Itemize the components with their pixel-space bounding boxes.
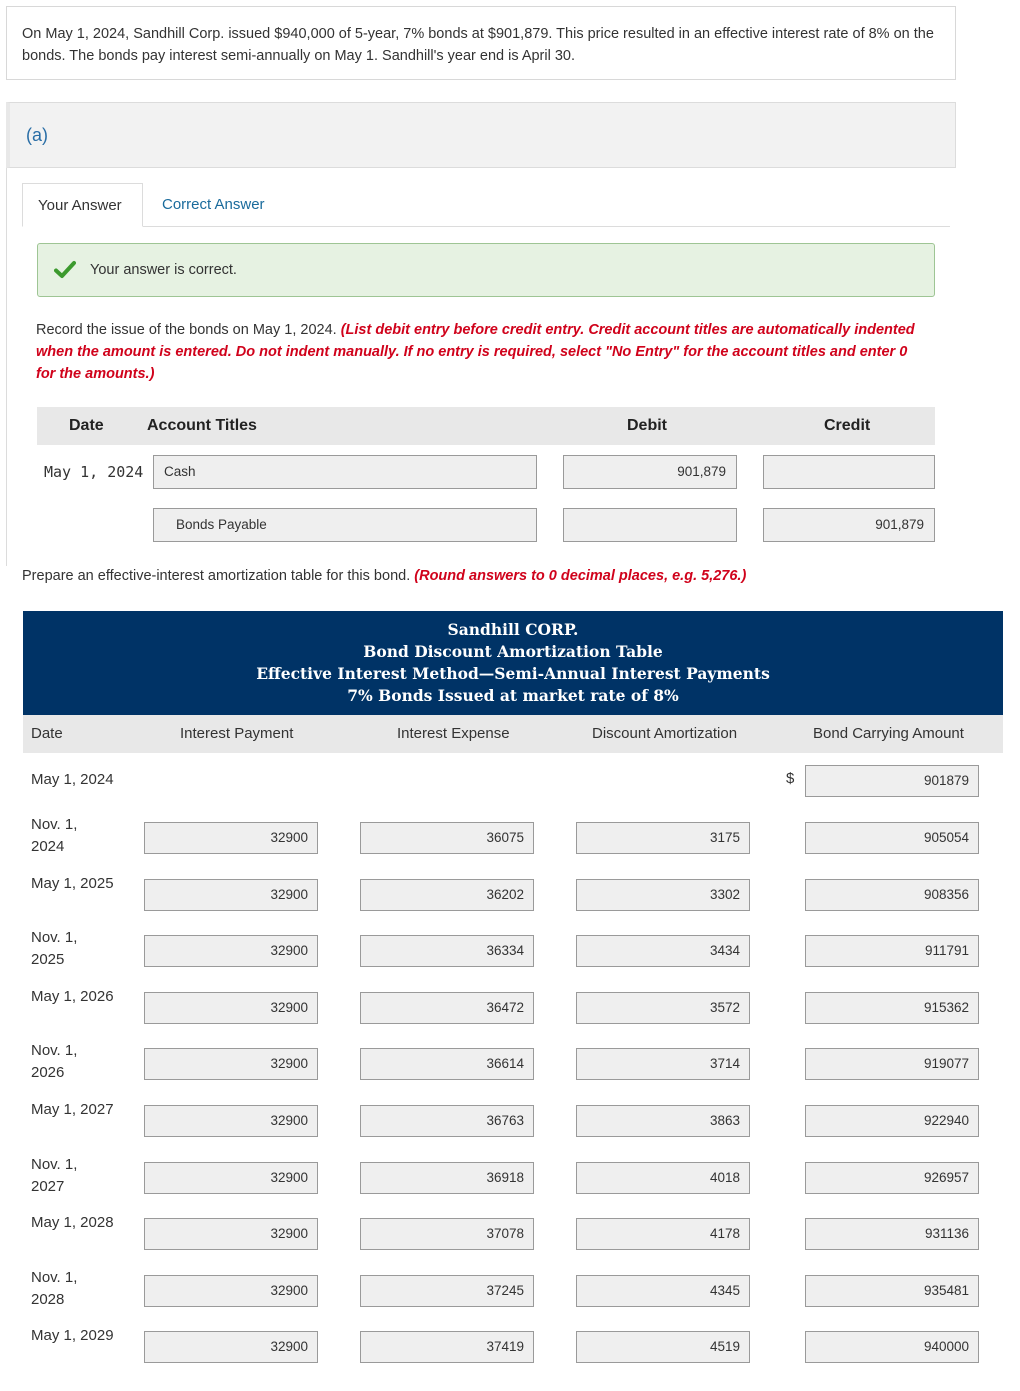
column-header-carrying-amount: Bond Carrying Amount (813, 725, 964, 742)
journal-header-date: Date (69, 417, 104, 434)
part-header (6, 102, 956, 168)
discount-amortization-input[interactable]: 3863 (576, 1105, 750, 1137)
carrying-amount-input[interactable]: 919077 (805, 1048, 979, 1080)
interest-payment-input[interactable]: 32900 (144, 1218, 318, 1250)
amortization-instruction-note: (Round answers to 0 decimal places, e.g. 5,276.) (414, 568, 747, 584)
journal-instruction-text: Record the issue of the bonds on May 1, 2024. (36, 322, 341, 338)
row-date-line1: May 1, 2025 (31, 875, 114, 892)
feedback-message: Your answer is correct. (90, 262, 237, 278)
row-date-line1: Nov. 1, (31, 1042, 78, 1059)
carrying-amount-input[interactable]: 911791 (805, 935, 979, 967)
row-date-line1: May 1, 2026 (31, 988, 114, 1005)
discount-amortization-input[interactable]: 4519 (576, 1331, 750, 1363)
amortization-instruction-text: Prepare an effective-interest amortization table for this bond. (22, 568, 415, 584)
carrying-amount-input[interactable]: 908356 (805, 879, 979, 911)
row-date (31, 986, 114, 1008)
carrying-amount-input[interactable]: 926957 (805, 1162, 979, 1194)
interest-expense-input[interactable]: 36763 (360, 1105, 534, 1137)
credit-input-2[interactable]: 901,879 (763, 508, 935, 542)
row-date (31, 1325, 114, 1347)
initial-row-date: May 1, 2024 (31, 771, 114, 788)
interest-payment-input[interactable]: 32900 (144, 1105, 318, 1137)
row-date-line2: 2024 (31, 838, 65, 855)
credit-input-1[interactable] (763, 455, 935, 489)
carrying-amount-input[interactable]: 931136 (805, 1218, 979, 1250)
row-date-line2: 2025 (31, 951, 65, 968)
account-title-input-1[interactable]: Cash (153, 455, 537, 489)
interest-expense-input[interactable]: 36334 (360, 935, 534, 967)
problem-text: On May 1, 2024, Sandhill Corp. issued $940,000 of 5-year, 7% bonds at $901,879. This price resulted in an effective interest rate of 8% on the bonds. The bonds pay interest semi-annually on May 1. Sandhill's year end is April 30. (22, 26, 934, 64)
debit-input-1[interactable]: 901,879 (563, 455, 737, 489)
method-name: Effective Interest Method—Semi-Annual Interest Payments (256, 664, 770, 683)
journal-header-debit: Debit (627, 417, 667, 434)
answer-tabs (22, 183, 950, 227)
row-date (31, 927, 77, 971)
carrying-amount-input[interactable]: 915362 (805, 992, 979, 1024)
tab-your-answer[interactable]: Your Answer (22, 183, 143, 227)
journal-header-account: Account Titles (147, 417, 257, 434)
row-date (31, 814, 77, 858)
interest-expense-input[interactable]: 36202 (360, 879, 534, 911)
interest-payment-input[interactable]: 32900 (144, 822, 318, 854)
carrying-amount-input[interactable]: 935481 (805, 1275, 979, 1307)
column-header-discount-amortization: Discount Amortization (592, 725, 738, 742)
discount-amortization-input[interactable]: 4018 (576, 1162, 750, 1194)
column-header-interest-payment: Interest Payment (180, 725, 294, 742)
discount-amortization-input[interactable]: 3714 (576, 1048, 750, 1080)
row-date-line1: Nov. 1, (31, 929, 78, 946)
account-title-input-2[interactable]: Bonds Payable (153, 508, 537, 542)
row-date-line1: Nov. 1, (31, 1269, 78, 1286)
interest-expense-input[interactable]: 36918 (360, 1162, 534, 1194)
interest-expense-input[interactable]: 37078 (360, 1218, 534, 1250)
amortization-title-band (23, 611, 1003, 715)
interest-expense-input[interactable]: 37419 (360, 1331, 534, 1363)
row-date (31, 1099, 114, 1121)
discount-amortization-input[interactable]: 3302 (576, 879, 750, 911)
checkmark-icon (54, 260, 76, 280)
journal-instruction-note: (List debit entry before credit entry. Credit account titles are automatically indented when the amount is entered. Do not indent manually. If no entry is required, select "No Entry" for the account titles and enter 0 for the amounts.) (36, 322, 915, 382)
row-date-line2: 2028 (31, 1291, 65, 1308)
row-date (31, 1212, 114, 1234)
journal-header-credit: Credit (824, 417, 871, 434)
journal-instructions (36, 319, 916, 385)
discount-amortization-input[interactable]: 4345 (576, 1275, 750, 1307)
amortization-column-headers (23, 715, 1003, 753)
row-date-line1: Nov. 1, (31, 816, 78, 833)
interest-payment-input[interactable]: 32900 (144, 992, 318, 1024)
carrying-amount-input[interactable]: 940000 (805, 1331, 979, 1363)
interest-expense-input[interactable]: 36614 (360, 1048, 534, 1080)
journal-entry-date: May 1, 2024 (44, 463, 144, 481)
interest-payment-input[interactable]: 32900 (144, 1048, 318, 1080)
interest-expense-input[interactable]: 36075 (360, 822, 534, 854)
interest-payment-input[interactable]: 32900 (144, 935, 318, 967)
interest-payment-input[interactable]: 32900 (144, 1331, 318, 1363)
debit-input-2[interactable] (563, 508, 737, 542)
interest-payment-input[interactable]: 32900 (144, 1275, 318, 1307)
row-date (31, 1154, 77, 1198)
initial-carrying-amount-input[interactable]: 901879 (805, 765, 979, 797)
interest-expense-input[interactable]: 37245 (360, 1275, 534, 1307)
discount-amortization-input[interactable]: 3434 (576, 935, 750, 967)
row-date (31, 873, 114, 895)
row-date-line1: Nov. 1, (31, 1156, 78, 1173)
row-date-line1: May 1, 2029 (31, 1327, 114, 1344)
interest-payment-input[interactable]: 32900 (144, 1162, 318, 1194)
currency-symbol: $ (786, 770, 795, 787)
bond-description: 7% Bonds Issued at market rate of 8% (347, 686, 679, 705)
column-header-interest-expense: Interest Expense (397, 725, 510, 742)
row-date-line1: May 1, 2028 (31, 1214, 114, 1231)
part-label: (a) (26, 125, 48, 145)
interest-expense-input[interactable]: 36472 (360, 992, 534, 1024)
journal-table-header (37, 407, 935, 445)
amortization-instructions (22, 568, 746, 584)
carrying-amount-input[interactable]: 922940 (805, 1105, 979, 1137)
discount-amortization-input[interactable]: 4178 (576, 1218, 750, 1250)
discount-amortization-input[interactable]: 3175 (576, 822, 750, 854)
table-name: Bond Discount Amortization Table (363, 642, 663, 661)
column-header-date: Date (31, 725, 63, 742)
row-date (31, 1267, 77, 1311)
discount-amortization-input[interactable]: 3572 (576, 992, 750, 1024)
row-date-line2: 2027 (31, 1178, 65, 1195)
company-name: Sandhill CORP. (447, 620, 579, 639)
row-date-line2: 2026 (31, 1064, 65, 1081)
part-left-border (6, 168, 7, 566)
tab-correct-answer[interactable]: Correct Answer (162, 196, 265, 213)
row-date-line1: May 1, 2027 (31, 1101, 114, 1118)
correct-feedback-banner (37, 243, 935, 297)
row-date (31, 1040, 77, 1084)
carrying-amount-input[interactable]: 905054 (805, 822, 979, 854)
problem-statement (6, 6, 956, 80)
interest-payment-input[interactable]: 32900 (144, 879, 318, 911)
